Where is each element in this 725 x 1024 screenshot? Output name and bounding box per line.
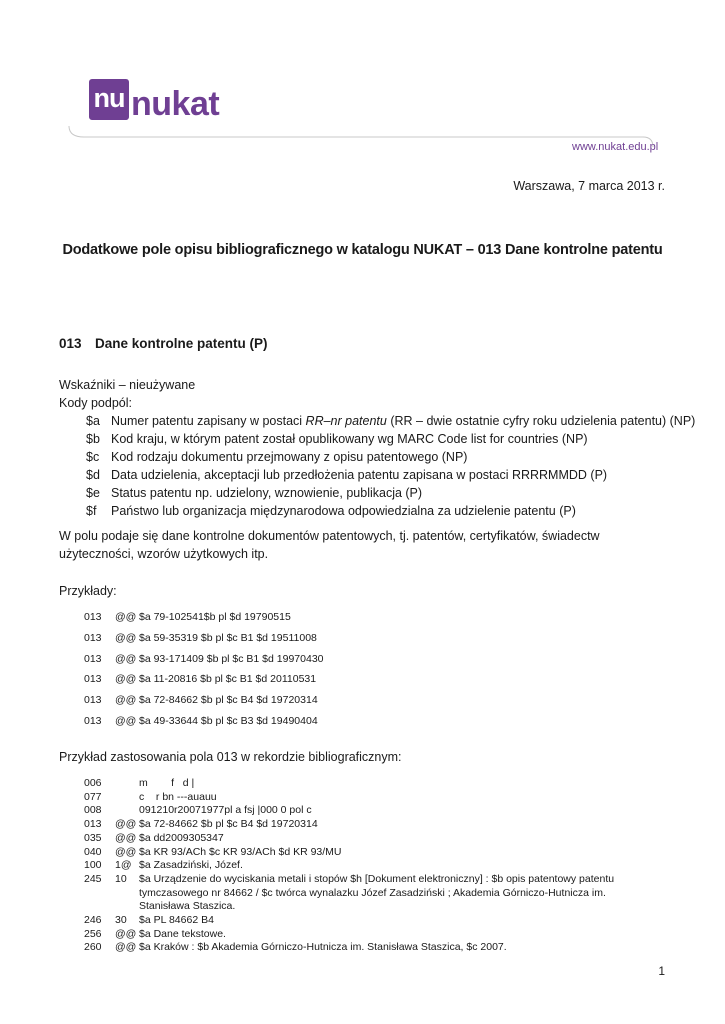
marc-field: [84, 859, 659, 873]
marc-value: 091210r20071977pl a fsj |000 0 pol c: [139, 804, 312, 817]
marc-field: [84, 941, 659, 955]
marc-value: $a Zasadziński, Józef.: [139, 859, 243, 872]
example-row: [84, 694, 324, 715]
record-heading: Przykład zastosowania pola 013 w rekordzie bibliograficznym:: [59, 750, 402, 764]
marc-indicators: [115, 791, 139, 805]
marc-tag: 077: [84, 790, 102, 803]
marc-indicators: @@: [115, 818, 137, 831]
subfield-text: Data udzielenia, akceptacji lub przedłożenia patentu zapisana w postaci RRRRMMDD (P): [111, 468, 608, 482]
website-link[interactable]: www.nukat.edu.pl: [572, 141, 659, 153]
subfield-code: $a: [86, 414, 100, 428]
example-tag: 013: [84, 652, 102, 665]
example-value: $a 11-20816 $b pl $c B1 $d 20110531: [139, 673, 317, 686]
marc-field: [84, 832, 659, 846]
example-indicators: @@: [115, 652, 137, 665]
subfield-text: Kod kraju, w którym patent został opublikowany wg MARC Code list for countries (NP): [111, 432, 588, 446]
examples-heading: Przykłady:: [59, 584, 117, 598]
subfield-item: [86, 466, 695, 484]
example-row: [84, 611, 324, 632]
marc-value: $a Urządzenie do wyciskania metali i stopów $h [Dokument elektroniczny] : $b opis patentowy patentu tymczasowego nr 84662 / $c twórca wynalazku Józef Zasadziński ; Akademia Górniczo-Hutnicza im. Stanisława Staszica.: [139, 872, 615, 913]
example-indicators: @@: [115, 714, 137, 727]
example-value: $a 79-102541$b pl $d 19790515: [139, 611, 291, 623]
marc-value: $a Kraków : $b Akademia Górniczo-Hutnicza im. Stanisława Staszica, $c 2007.: [139, 941, 507, 954]
marc-indicators: 30: [115, 914, 127, 927]
marc-tag: 040: [84, 845, 102, 858]
marc-value: $a 72-84662 $b pl $c B4 $d 19720314: [139, 818, 318, 831]
marc-field: [84, 846, 659, 860]
marc-field: [84, 804, 659, 818]
example-tag: 013: [84, 694, 102, 707]
subfield-code: $d: [86, 468, 100, 482]
example-row: [84, 632, 324, 653]
subfield-text-end: (RR – dwie ostatnie cyfry roku udzielenia patentu) (NP): [386, 414, 696, 428]
marc-value: $a KR 93/ACh $c KR 93/ACh $d KR 93/MU: [139, 845, 342, 858]
logo-text: nukat: [131, 85, 220, 123]
section-number: 013: [59, 336, 82, 351]
subfield-list: [86, 412, 695, 520]
marc-indicators: [115, 777, 139, 791]
field-description: W polu podaje się dane kontrolne dokumentów patentowych, tj. patentów, certyfikatów, świadectw użyteczności, wzorów użytkowych itp.: [59, 529, 600, 561]
example-tag: 013: [84, 673, 102, 686]
marc-field: [84, 914, 659, 928]
marc-tag: 006: [84, 777, 102, 789]
marc-indicators: [115, 804, 139, 818]
example-row: [84, 653, 324, 674]
marc-field: [84, 873, 659, 914]
marc-tag: 013: [84, 818, 102, 831]
marc-indicators: 1@: [115, 859, 132, 872]
marc-field: [84, 777, 659, 791]
marc-record: [84, 777, 659, 955]
example-row: [84, 673, 324, 694]
example-tag: 013: [84, 714, 102, 727]
example-indicators: @@: [115, 673, 137, 686]
example-value: $a 49-33644 $b pl $c B3 $d 19490404: [139, 714, 318, 727]
subfield-item: [86, 502, 695, 520]
page-number: 1: [658, 964, 665, 978]
marc-indicators: @@: [115, 831, 137, 844]
example-tag: 013: [84, 631, 102, 644]
marc-tag: 008: [84, 804, 102, 817]
marc-value: c r bn ---auauu: [139, 790, 217, 803]
marc-indicators: @@: [115, 941, 137, 954]
subfield-code: $b: [86, 432, 100, 446]
marc-tag: 245: [84, 872, 102, 885]
marc-tag: 256: [84, 927, 102, 940]
subfield-text: Numer patentu zapisany w postaci: [111, 414, 306, 428]
subfield-heading: Kody podpól:: [59, 396, 132, 410]
indicators-text: Wskaźniki – nieużywane: [59, 378, 196, 392]
example-value: $a 93-171409 $b pl $c B1 $d 19970430: [139, 652, 324, 665]
logo-mark: nu: [89, 79, 129, 120]
example-tag: 013: [84, 611, 102, 623]
marc-value: $a PL 84662 B4: [139, 914, 214, 927]
section-name: Dane kontrolne patentu (P): [95, 336, 268, 351]
marc-indicators: 10: [115, 872, 127, 885]
subfield-code: $c: [86, 450, 100, 464]
example-indicators: @@: [115, 694, 137, 707]
marc-indicators: @@: [115, 845, 137, 858]
document-title: Dodatkowe pole opisu bibliograficznego w katalogu NUKAT – 013 Dane kontrolne patentu: [62, 242, 663, 258]
marc-tag: 100: [84, 859, 102, 872]
subfield-code: $f: [86, 504, 97, 518]
marc-value: $a dd2009305347: [139, 831, 224, 844]
marc-tag: 246: [84, 914, 102, 927]
subfield-item: [86, 448, 695, 466]
header-curve-line: [0, 0, 725, 160]
section-title: [59, 336, 268, 351]
example-row: [84, 715, 324, 736]
subfield-text-emphasis: RR–nr patentu: [305, 414, 387, 428]
example-indicators: @@: [115, 631, 137, 644]
marc-field: [84, 818, 659, 832]
subfield-code: $e: [86, 486, 100, 500]
example-value: $a 72-84662 $b pl $c B4 $d 19720314: [139, 694, 318, 707]
marc-field: [84, 928, 659, 942]
example-indicators: @@: [115, 611, 137, 623]
marc-tag: 035: [84, 831, 102, 844]
subfield-item: [86, 484, 695, 502]
marc-tag: 260: [84, 941, 102, 954]
subfield-text: Państwo lub organizacja międzynarodowa odpowiedzialna za udzielenie patentu (P): [111, 504, 576, 518]
marc-field: [84, 791, 659, 805]
subfield-item: [86, 430, 695, 448]
document-date: Warszawa, 7 marca 2013 r.: [513, 179, 665, 193]
subfield-text: Kod rodzaju dokumentu przejmowany z opisu patentowego (NP): [111, 450, 468, 464]
marc-indicators: @@: [115, 927, 137, 940]
examples-list: [84, 611, 324, 736]
marc-value: m f d |: [139, 777, 195, 789]
subfield-text: Status patentu np. udzielony, wznowienie, publikacja (P): [111, 486, 423, 500]
example-value: $a 59-35319 $b pl $c B1 $d 19511008: [139, 631, 317, 644]
subfield-item: [86, 412, 695, 430]
marc-value: $a Dane tekstowe.: [139, 927, 226, 940]
